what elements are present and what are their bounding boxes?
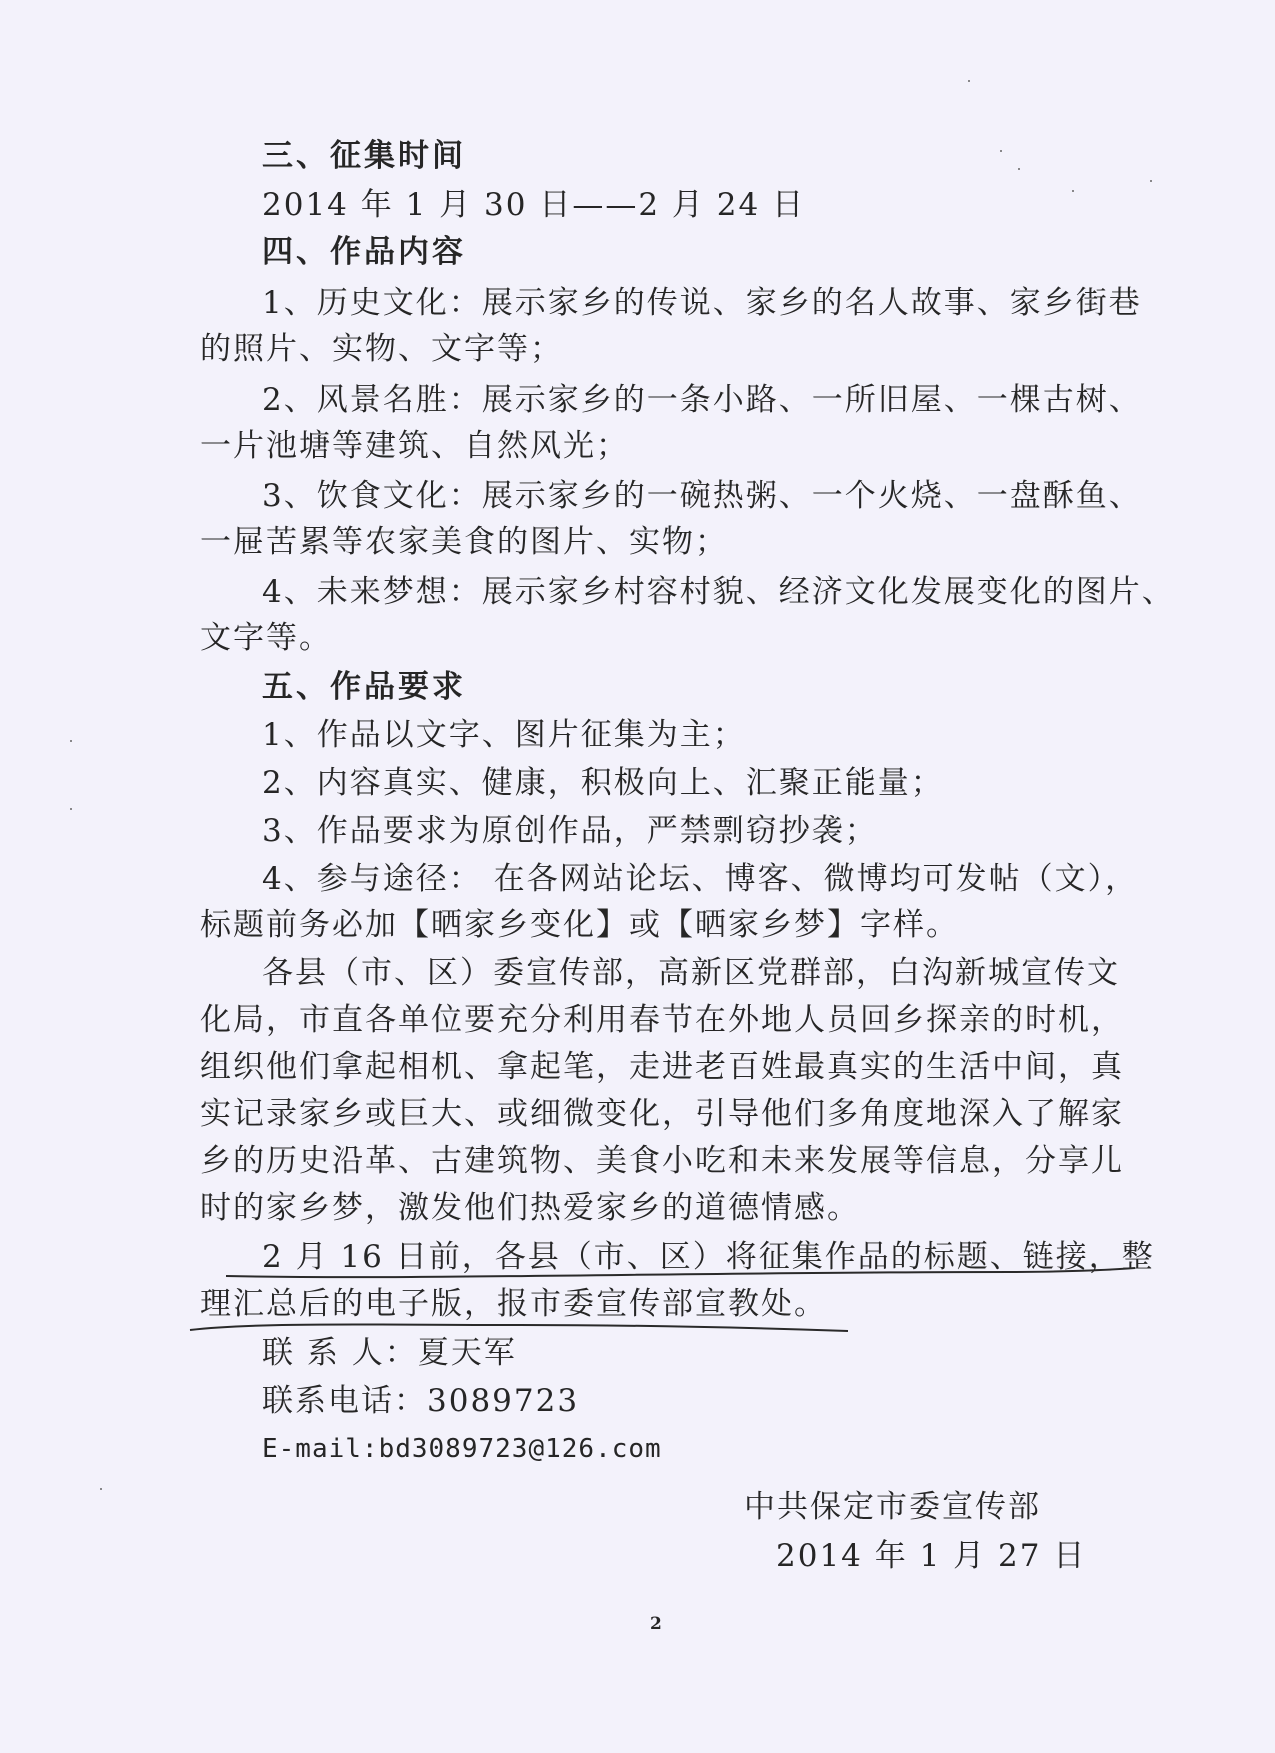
content-item-scenery-line2: 一片池塘等建筑、自然风光；: [200, 428, 629, 464]
content-item-history-line1: 1、历史文化：展示家乡的传说、家乡的名人故事、家乡街巷: [262, 285, 1142, 321]
content-item-food-line2: 一屉苦累等农家美食的图片、实物；: [200, 524, 728, 560]
requirement-1: 1、作品以文字、图片征集为主；: [262, 717, 746, 753]
content-item-future-line2: 文字等。: [200, 620, 332, 656]
scan-speck: [1072, 190, 1074, 192]
content-item-future-line1: 4、未来梦想：展示家乡村容村貌、经济文化发展变化的图片、: [262, 574, 1175, 610]
requirement-2: 2、内容真实、健康，积极向上、汇聚正能量；: [262, 765, 944, 801]
requirement-4-line1: 4、参与途径： 在各网站论坛、博客、微博均可发帖（文），: [262, 861, 1139, 897]
requirement-4-line2: 标题前务必加【晒家乡变化】或【晒家乡梦】字样。: [200, 907, 959, 943]
contact-phone: 联系电话：3089723: [262, 1383, 580, 1419]
section-heading-work-content: 四、作品内容: [262, 234, 466, 270]
signature-organization: 中共保定市委宣传部: [744, 1489, 1041, 1525]
paragraph-line-6: 时的家乡梦，激发他们热爱家乡的道德情感。: [200, 1190, 860, 1226]
content-item-food-line1: 3、饮食文化：展示家乡的一碗热粥、一个火烧、一盘酥鱼、: [262, 478, 1142, 514]
content-item-scenery-line1: 2、风景名胜：展示家乡的一条小路、一所旧屋、一棵古树、: [262, 382, 1142, 418]
scan-speck: [1000, 150, 1002, 152]
deadline-line-2: 理汇总后的电子版，报市委宣传部宣教处。: [200, 1286, 827, 1322]
paragraph-line-1: 各县（市、区）委宣传部，高新区党群部，白沟新城宣传文: [262, 955, 1120, 991]
paragraph-line-3: 组织他们拿起相机、拿起笔，走进老百姓最真实的生活中间，真: [200, 1049, 1124, 1085]
section-heading-work-requirements: 五、作品要求: [262, 669, 466, 705]
paragraph-line-5: 乡的历史沿革、古建筑物、美食小吃和未来发展等信息，分享儿: [200, 1143, 1124, 1179]
collection-period: 2014 年 1 月 30 日——2 月 24 日: [262, 187, 806, 223]
paragraph-line-2: 化局，市直各单位要充分利用春节在外地人员回乡探亲的时机，: [200, 1002, 1124, 1038]
contact-email: E-mail:bd3089723@126.com: [262, 1434, 662, 1464]
page-number: 2: [650, 1614, 662, 1634]
contact-person: 联 系 人：夏天军: [262, 1335, 517, 1371]
scan-speck: [1018, 168, 1020, 170]
scan-speck: [1150, 180, 1152, 182]
scan-speck: [100, 1488, 102, 1490]
content-item-history-line2: 的照片、实物、文字等；: [200, 331, 563, 367]
scan-speck: [70, 808, 72, 810]
requirement-3: 3、作品要求为原创作品，严禁剽窃抄袭；: [262, 813, 878, 849]
signature-date: 2014 年 1 月 27 日: [776, 1538, 1087, 1574]
scan-speck: [70, 740, 72, 742]
scan-speck: [968, 80, 970, 82]
paragraph-line-4: 实记录家乡或巨大、或细微变化，引导他们多角度地深入了解家: [200, 1096, 1124, 1132]
deadline-line-1: 2 月 16 日前，各县（市、区）将征集作品的标题、链接，整: [262, 1239, 1155, 1275]
section-heading-collection-time: 三、征集时间: [262, 138, 466, 174]
